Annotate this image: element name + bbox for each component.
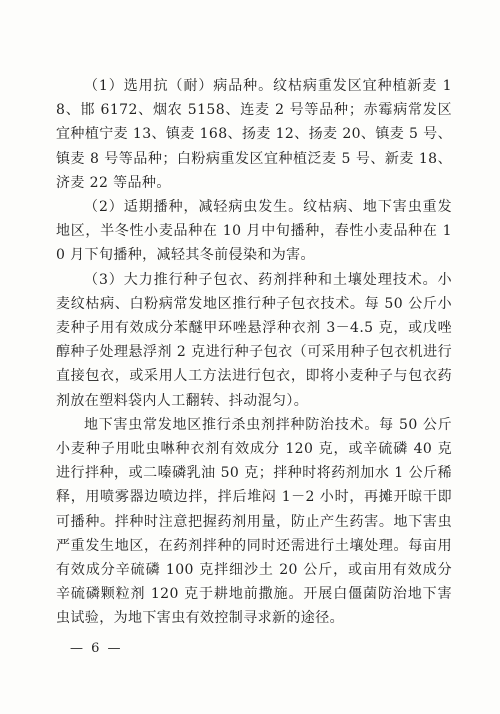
paragraph-seed-coating: （3）大力推行种子包衣、药剂拌种和土壤处理技术。小麦纹枯病、白粉病常发地区推行种子包衣技术。每 50 公斤小麦种子用有效成分苯醚甲环唑悬浮种衣剂 3－4.5 克，或戊唑醇种子处理悬浮剂 2 克进行种子包衣（可采用种子包衣机进行直接包衣，或采用人工方法进行包衣，即将小麦种子与包衣药剂放在塑料袋内人工翻转、抖动混匀）。 <box>56 271 452 409</box>
paragraph-timely-sowing: （2）适期播种，减轻病虫发生。纹枯病、地下害虫重发地区，半冬性小麦品种在 10 月中旬播种，春性小麦品种在 10 月下旬播种，减轻其冬前侵染和为害。 <box>56 199 452 264</box>
paragraph-resistant-varieties: （1）选用抗（耐）病品种。纹枯病重发区宜种植新麦 18、邯 6172、烟农 5158、连麦 2 号等品种；赤霉病常发区宜种植宁麦 13、镇麦 168、扬麦 12、扬麦 20、镇麦 5 号、镇麦 8 号等品种；白粉病重发区宜种植泛麦 5 号、新麦 18、济麦 22 等品种。 <box>56 78 452 191</box>
paragraph-underground-pests: 地下害虫常发地区推行杀虫剂拌种防治技术。每 50 公斤小麦种子用吡虫啉种衣剂有效成分 120 克，或辛硫磷 40 克进行拌种，或二嗪磷乳油 50 克；拌种时将药剂加水 1 公斤稀释，用喷雾器边喷边拌，拌后堆闷 1－2 小时，再摊开晾干即可播种。拌种时注意把握药剂用量，防止产生药害。地下害虫严重发生地区，在药剂拌种的同时还需进行土壤处理。每亩用有效成分辛硫磷 100 克拌细沙土 20 公斤，或亩用有效成分辛硫磷颗粒剂 120 克于耕地前撒施。开展白僵菌防治地下害虫试验，为地下害虫有效控制寻求新的途径。 <box>56 416 452 627</box>
page-number: — 6 — <box>70 641 123 656</box>
